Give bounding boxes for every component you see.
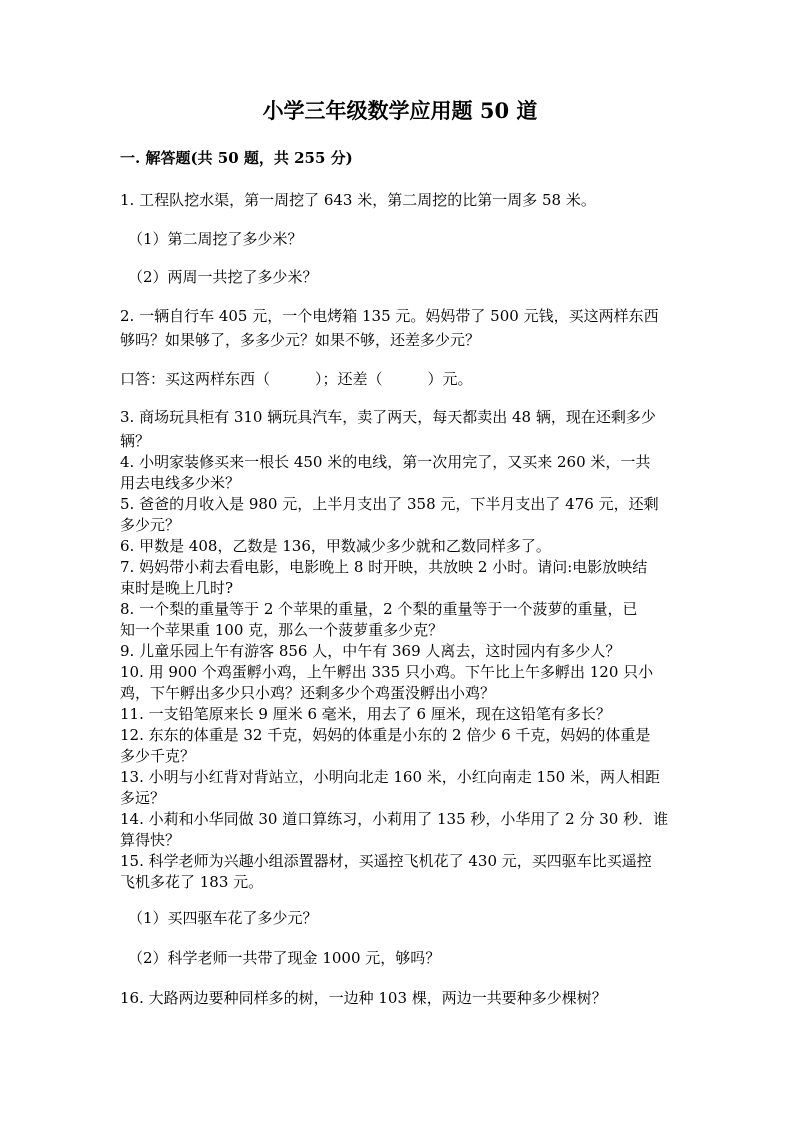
question-15-sub-1: （1）买四驱车花了多少元？ xyxy=(128,909,318,927)
question-16: 16. 大路两边要种同样多的树，一边种 103 棵，两边一共要种多少棵树？ xyxy=(120,989,607,1007)
question-7-line-2: 束时是晚上几时? xyxy=(120,579,234,597)
question-1-sub-1: （1）第二周挖了多少米？ xyxy=(128,230,303,248)
question-13-line-1: 13. 小明与小红背对背站立，小明向北走 160 米，小红向南走 150 米，两人相距 xyxy=(120,768,660,786)
question-14-line-1: 14. 小莉和小华同做 30 道口算练习，小莉用了 135 秒，小华用了 2 分 30 秒．谁 xyxy=(120,810,669,828)
question-14-line-2: 算得快？ xyxy=(120,831,181,849)
question-10-line-1: 10. 用 900 个鸡蛋孵小鸡，上午孵出 335 只小鸡。下午比上午多孵出 120 只小 xyxy=(120,663,654,681)
question-7-line-1: 7. 妈妈带小莉去看电影，电影晚上 8 时开映，共放映 2 小时。请问:电影放映结 xyxy=(120,558,648,576)
question-2-answer: 口答：买这两样东西（ ）；还差（ ）元。 xyxy=(120,370,473,388)
question-4-line-1: 4. 小明家装修买来一根长 450 米的电线，第一次用完了，又买来 260 米，一共 xyxy=(120,453,651,471)
question-3-line-1: 3. 商场玩具柜有 310 辆玩具汽车，卖了两天，每天都卖出 48 辆，现在还剩多少 xyxy=(120,408,656,426)
section-heading: 一. 解答题(共 50 题，共 255 分) xyxy=(120,149,353,167)
question-2-line-1: 2. 一辆自行车 405 元，一个电烤箱 135 元。妈妈带了 500 元钱，买这两样东西 xyxy=(120,307,659,325)
question-4-line-2: 用去电线多少米？ xyxy=(120,474,241,492)
question-6: 6. 甲数是 408，乙数是 136，甲数减少多少就和乙数同样多了。 xyxy=(120,537,551,555)
question-15-line-2: 飞机多花了 183 元。 xyxy=(120,873,264,891)
question-13-line-2: 多远？ xyxy=(120,789,166,807)
question-10-line-2: 鸡，下午孵出多少只小鸡？还剩多少个鸡蛋没孵出小鸡？ xyxy=(120,684,496,702)
question-11: 11. 一支铅笔原来长 9 厘米 6 毫米，用去了 6 厘米，现在这铅笔有多长？ xyxy=(120,705,611,723)
page-title: 小学三年级数学应用题 50 道 xyxy=(262,98,538,123)
question-1-sub-2: （2）两周一共挖了多少米？ xyxy=(128,268,318,286)
question-1: 1. 工程队挖水渠，第一周挖了 643 米，第二周挖的比第一周多 58 米。 xyxy=(120,191,596,209)
question-12-line-2: 多少千克？ xyxy=(120,747,196,765)
question-9: 9. 儿童乐园上午有游客 856 人，中午有 369 人离去，这时园内有多少人？ xyxy=(120,642,621,660)
question-2-line-2: 够吗？如果够了，多多少元？如果不够，还差多少元？ xyxy=(120,331,481,349)
question-15-sub-2: （2）科学老师一共带了现金 1000 元，够吗？ xyxy=(128,949,441,967)
question-3-line-2: 辆？ xyxy=(120,432,151,450)
question-5-line-2: 多少元？ xyxy=(120,516,181,534)
question-8-line-1: 8. 一个梨的重量等于 2 个苹果的重量，2 个梨的重量等于一个菠萝的重量，已 xyxy=(120,600,638,618)
question-15-line-1: 15. 科学老师为兴趣小组添置器材，买遥控飞机花了 430 元，买四驱车比买遥控 xyxy=(120,852,652,870)
question-12-line-1: 12. 东东的体重是 32 千克，妈妈的体重是小东的 2 倍少 6 千克，妈妈的体重是 xyxy=(120,726,651,744)
question-5-line-1: 5. 爸爸的月收入是 980 元，上半月支出了 358 元，下半月支出了 476 元，还剩 xyxy=(120,495,659,513)
question-8-line-2: 知一个苹果重 100 克，那么一个菠萝重多少克？ xyxy=(120,621,444,639)
